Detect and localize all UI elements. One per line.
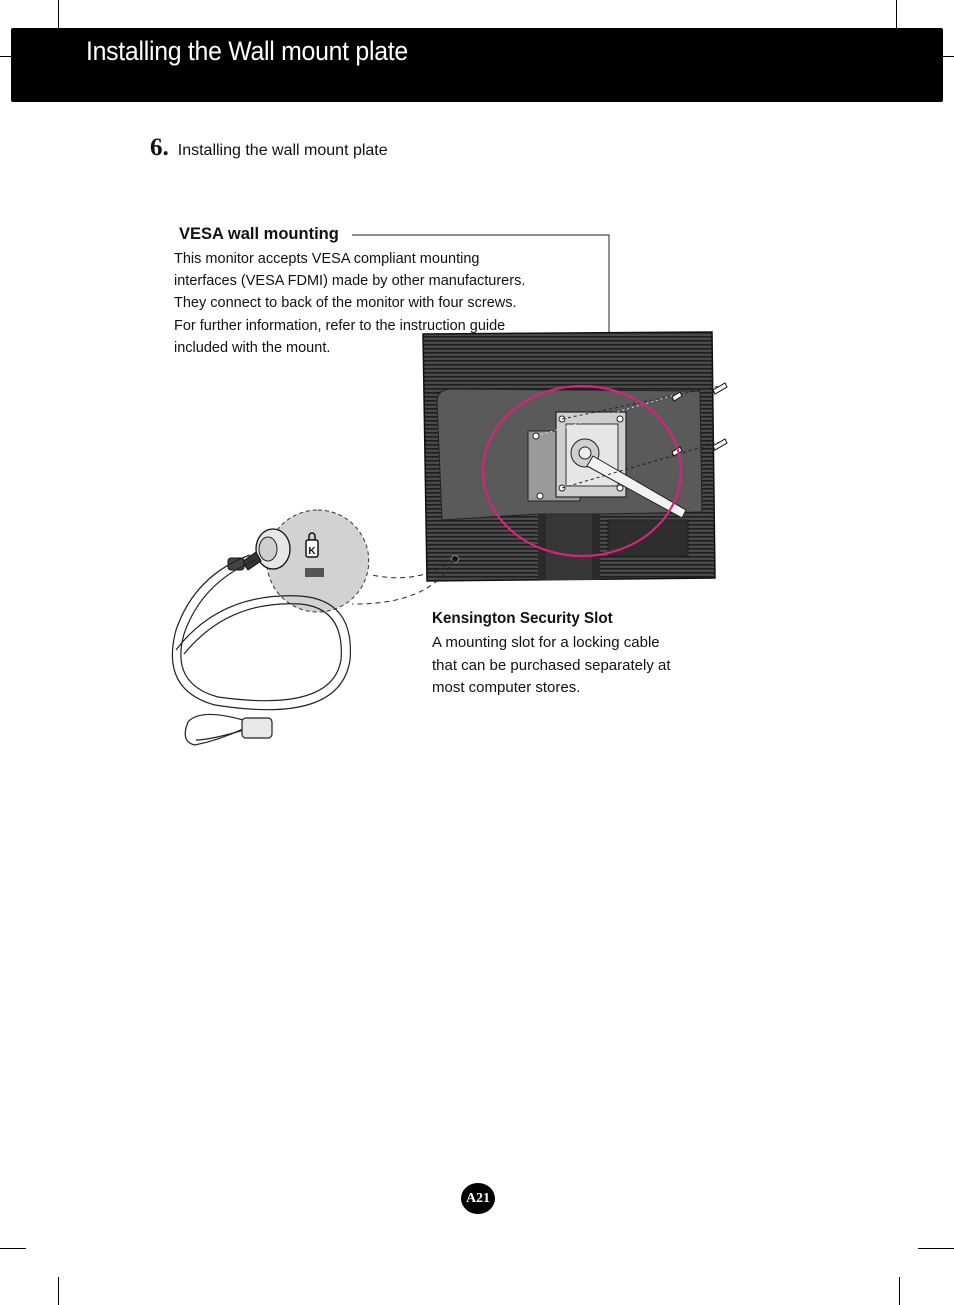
- crop-mark: [899, 1277, 900, 1305]
- vesa-line: included with the mount.: [174, 339, 331, 356]
- kensington-line: that can be purchased separately at: [432, 656, 671, 674]
- crop-mark: [0, 1248, 26, 1249]
- page-title: Installing the Wall mount plate: [86, 36, 408, 66]
- kensington-heading: Kensington Security Slot: [432, 610, 613, 627]
- kensington-description: [432, 632, 671, 700]
- vesa-line: This monitor accepts VESA compliant mounting: [174, 251, 480, 267]
- kensington-lock-detail: [228, 510, 369, 612]
- page-number-badge: A21: [461, 1183, 495, 1214]
- vesa-line: They connect to back of the monitor with four screws.: [174, 295, 517, 312]
- step-text: Installing the wall mount plate: [177, 142, 388, 159]
- vesa-line: interfaces (VESA FDMI) made by other manufacturers.: [174, 273, 526, 290]
- crop-mark: [58, 1277, 59, 1305]
- kensington-line: most computer stores.: [432, 679, 581, 697]
- vesa-heading: VESA wall mounting: [179, 225, 339, 243]
- crop-mark: [918, 1248, 954, 1249]
- svg-text:K: K: [308, 546, 316, 557]
- vesa-line: For further information, refer to the instruction guide: [174, 317, 506, 334]
- vesa-description: [174, 248, 525, 359]
- kensington-line: A mounting slot for a locking cable: [432, 634, 660, 651]
- monitor-back: [423, 332, 727, 581]
- step-number: 6.: [150, 134, 169, 161]
